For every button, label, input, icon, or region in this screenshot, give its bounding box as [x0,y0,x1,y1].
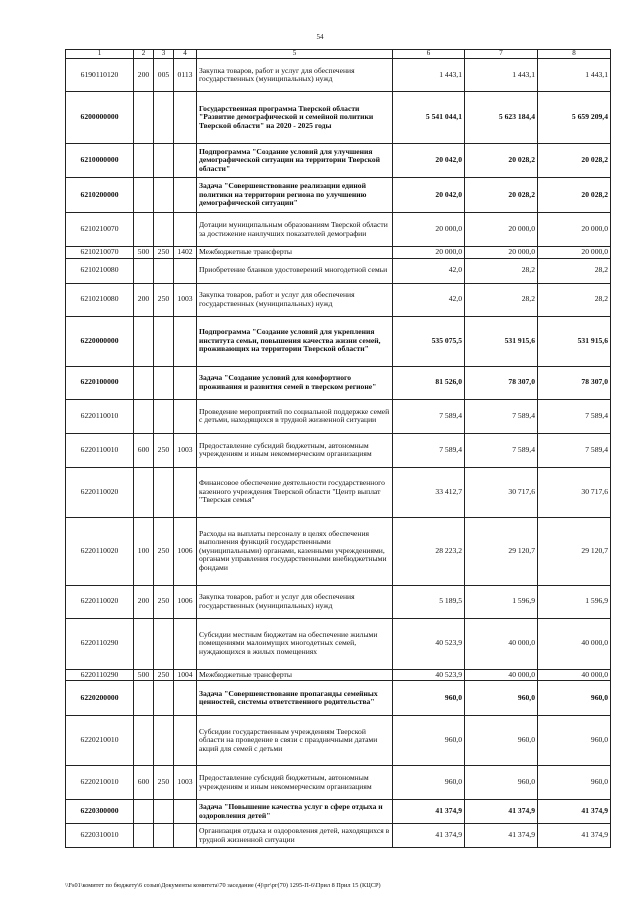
cbs-code-cell: 6220210010 [66,716,134,766]
expense-type-cell: 600 [134,766,154,800]
amount-col7-cell: 29 120,7 [465,517,538,585]
amount-col6-cell: 20 000,0 [393,213,465,247]
column-number-header-row [66,50,611,59]
cbs-code-cell: 6200000000 [66,92,134,144]
section-cell: 1003 [174,433,197,467]
item-name-cell: Проведение мероприятий по социальной поддержке семей с детьми, находящихся в трудной жизненной ситуации [197,399,393,433]
cbs-code-cell: 6220100000 [66,366,134,399]
table-row [66,258,611,283]
amount-col8-cell: 1 443,1 [538,59,611,92]
cbs-code-cell: 6210210070 [66,247,134,259]
amount-col8-cell: 78 307,0 [538,366,611,399]
footer-file-path: \\Fs01\комитет по бюджету\6 созыв\Документы комитета\70 заседание (4)\рг\рг(70) 1295-П-6\Прил 8 Прил 15 (КЦСР) [65,882,381,889]
item-name-cell: Задача "Совершенствование реализации единой политики на территории региона по улучшению демографической ситуации" [197,178,393,213]
column-number-cell: 8 [538,50,611,59]
amount-col8-cell: 20 000,0 [538,213,611,247]
section-cell: 1003 [174,766,197,800]
amount-col8-cell: 20 028,2 [538,144,611,178]
cbs-code-cell: 6220110010 [66,399,134,433]
cbs-code-cell: 6210210070 [66,213,134,247]
expense-type-cell [134,800,154,824]
expense-type-cell [134,258,154,283]
department-cell [154,618,174,669]
amount-col7-cell: 41 374,9 [465,800,538,824]
table-row [66,144,611,178]
table-row [66,669,611,681]
department-cell: 250 [154,766,174,800]
amount-col7-cell: 30 717,6 [465,467,538,517]
amount-col6-cell: 41 374,9 [393,800,465,824]
cbs-code-cell: 6220110020 [66,585,134,618]
amount-col8-cell: 5 659 209,4 [538,92,611,144]
expense-type-cell: 100 [134,517,154,585]
cbs-code-cell: 6220110010 [66,433,134,467]
section-cell [174,800,197,824]
expense-type-cell [134,213,154,247]
item-name-cell: Подпрограмма "Создание условий для улучшения демографической ситуации на территории Тверской области" [197,144,393,178]
column-number-cell: 7 [465,50,538,59]
item-name-cell: Закупка товаров, работ и услуг для обеспечения государственных (муниципальных) нужд [197,283,393,316]
amount-col6-cell: 5 189,5 [393,585,465,618]
item-name-cell: Расходы на выплаты персоналу в целях обеспечения выполнения функций государственными (муниципальными) органами, казенными учреждениями, органами управления государственными внебюджетными фондами [197,517,393,585]
amount-col6-cell: 20 042,0 [393,178,465,213]
department-cell [154,366,174,399]
table-row [66,824,611,848]
department-cell: 250 [154,283,174,316]
item-name-cell: Закупка товаров, работ и услуг для обеспечения государственных (муниципальных) нужд [197,59,393,92]
amount-col6-cell: 7 589,4 [393,433,465,467]
cbs-code-cell: 6220110020 [66,517,134,585]
department-cell [154,800,174,824]
item-name-cell: Субсидии государственным учреждениям Тверской области на проведение в связи с праздничными датами акций для семей с детьми [197,716,393,766]
cbs-code-cell: 6210210080 [66,283,134,316]
table-row [66,800,611,824]
amount-col7-cell: 28,2 [465,283,538,316]
amount-col7-cell: 7 589,4 [465,433,538,467]
expense-type-cell [134,618,154,669]
department-cell [154,258,174,283]
section-cell [174,716,197,766]
section-cell [174,144,197,178]
table-row [66,316,611,366]
table-row [66,716,611,766]
amount-col8-cell: 28,2 [538,258,611,283]
table-row [66,213,611,247]
amount-col6-cell: 20 000,0 [393,247,465,259]
amount-col7-cell: 20 028,2 [465,144,538,178]
amount-col8-cell: 20 000,0 [538,247,611,259]
expense-type-cell [134,716,154,766]
amount-col7-cell: 960,0 [465,681,538,716]
expense-type-cell [134,178,154,213]
amount-col7-cell: 1 443,1 [465,59,538,92]
section-cell [174,399,197,433]
department-cell [154,92,174,144]
expense-type-cell: 200 [134,283,154,316]
section-cell [174,316,197,366]
amount-col7-cell: 531 915,6 [465,316,538,366]
table-row [66,766,611,800]
amount-col6-cell: 42,0 [393,258,465,283]
expense-type-cell: 500 [134,669,154,681]
amount-col6-cell: 960,0 [393,766,465,800]
table-row [66,92,611,144]
item-name-cell: Задача "Совершенствование пропаганды семейных ценностей, системы ответственного родительства" [197,681,393,716]
table-row [66,433,611,467]
amount-col6-cell: 535 075,5 [393,316,465,366]
department-cell: 250 [154,433,174,467]
section-cell [174,681,197,716]
section-cell [174,178,197,213]
table-row [66,517,611,585]
amount-col6-cell: 20 042,0 [393,144,465,178]
amount-col8-cell: 7 589,4 [538,433,611,467]
amount-col8-cell: 41 374,9 [538,800,611,824]
cbs-code-cell: 6190110120 [66,59,134,92]
department-cell [154,716,174,766]
amount-col6-cell: 1 443,1 [393,59,465,92]
department-cell: 250 [154,247,174,259]
table-row [66,247,611,259]
amount-col8-cell: 7 589,4 [538,399,611,433]
expense-type-cell [134,366,154,399]
table-row [66,681,611,716]
amount-col8-cell: 960,0 [538,766,611,800]
cbs-code-cell: 6220110020 [66,467,134,517]
amount-col8-cell: 40 000,0 [538,618,611,669]
expense-type-cell [134,144,154,178]
expense-type-cell [134,467,154,517]
amount-col8-cell: 30 717,6 [538,467,611,517]
department-cell [154,144,174,178]
expense-type-cell [134,92,154,144]
amount-col7-cell: 1 596,9 [465,585,538,618]
amount-col7-cell: 960,0 [465,716,538,766]
amount-col8-cell: 960,0 [538,716,611,766]
amount-col7-cell: 960,0 [465,766,538,800]
section-cell [174,618,197,669]
amount-col8-cell: 20 028,2 [538,178,611,213]
amount-col6-cell: 41 374,9 [393,824,465,848]
amount-col8-cell: 40 000,0 [538,669,611,681]
amount-col8-cell: 29 120,7 [538,517,611,585]
department-cell: 250 [154,669,174,681]
amount-col7-cell: 5 623 184,4 [465,92,538,144]
amount-col7-cell: 40 000,0 [465,669,538,681]
department-cell [154,681,174,716]
item-name-cell: Предоставление субсидий бюджетным, автономным учреждениям и иным некоммерческим организациям [197,433,393,467]
expense-type-cell [134,824,154,848]
expense-type-cell: 200 [134,59,154,92]
amount-col8-cell: 41 374,9 [538,824,611,848]
expense-type-cell [134,399,154,433]
amount-col6-cell: 5 541 044,1 [393,92,465,144]
item-name-cell: Государственная программа Тверской области "Развитие демографической и семейной политики Тверской области" на 2020 - 2025 годы [197,92,393,144]
amount-col7-cell: 20 028,2 [465,178,538,213]
department-cell: 250 [154,517,174,585]
department-cell [154,316,174,366]
expense-type-cell [134,316,154,366]
table-row [66,366,611,399]
cbs-code-cell: 6220000000 [66,316,134,366]
expense-type-cell [134,681,154,716]
item-name-cell: Межбюджетные трансферты [197,669,393,681]
item-name-cell: Задача "Создание условий для комфортного проживания и развития семей в тверском регионе" [197,366,393,399]
section-cell [174,366,197,399]
amount-col7-cell: 41 374,9 [465,824,538,848]
cbs-code-cell: 6210000000 [66,144,134,178]
page-number: 54 [316,33,324,41]
amount-col6-cell: 42,0 [393,283,465,316]
amount-col7-cell: 40 000,0 [465,618,538,669]
section-cell: 1402 [174,247,197,259]
cbs-code-cell: 6220310010 [66,824,134,848]
cbs-code-cell: 6210200000 [66,178,134,213]
amount-col7-cell: 20 000,0 [465,247,538,259]
amount-col6-cell: 7 589,4 [393,399,465,433]
item-name-cell: Дотации муниципальным образованиям Тверской области за достижение наилучших показателей демографии [197,213,393,247]
amount-col6-cell: 960,0 [393,681,465,716]
table-row [66,618,611,669]
cbs-code-cell: 6220210010 [66,766,134,800]
section-cell [174,92,197,144]
section-cell [174,258,197,283]
column-number-cell: 1 [66,50,134,59]
amount-col6-cell: 960,0 [393,716,465,766]
amount-col8-cell: 960,0 [538,681,611,716]
item-name-cell: Подпрограмма "Создание условий для укрепления института семьи, повышения качества жизни семей, проживающих на территории Тверской области" [197,316,393,366]
expense-type-cell: 200 [134,585,154,618]
amount-col7-cell: 7 589,4 [465,399,538,433]
item-name-cell: Межбюджетные трансферты [197,247,393,259]
column-number-cell: 6 [393,50,465,59]
table-row [66,399,611,433]
amount-col7-cell: 28,2 [465,258,538,283]
cbs-code-cell: 6220300000 [66,800,134,824]
section-cell: 1003 [174,283,197,316]
department-cell [154,824,174,848]
section-cell: 1006 [174,585,197,618]
section-cell: 0113 [174,59,197,92]
amount-col8-cell: 1 596,9 [538,585,611,618]
table-row [66,585,611,618]
item-name-cell: Финансовое обеспечение деятельности государственного казенного учреждения Тверской области "Центр выплат "Тверская семья" [197,467,393,517]
department-cell: 250 [154,585,174,618]
column-number-cell: 3 [154,50,174,59]
table-row [66,467,611,517]
cbs-code-cell: 6220110290 [66,618,134,669]
department-cell: 005 [154,59,174,92]
table-row [66,59,611,92]
amount-col6-cell: 33 412,7 [393,467,465,517]
section-cell: 1004 [174,669,197,681]
department-cell [154,467,174,517]
department-cell [154,178,174,213]
budget-table [65,49,611,848]
item-name-cell: Приобретение бланков удостоверений многодетной семьи [197,258,393,283]
amount-col8-cell: 531 915,6 [538,316,611,366]
item-name-cell: Субсидии местным бюджетам на обеспечение жилыми помещениями малоимущих многодетных семей, нуждающихся в жилых помещениях [197,618,393,669]
table-row [66,283,611,316]
cbs-code-cell: 6220200000 [66,681,134,716]
department-cell [154,213,174,247]
item-name-cell: Предоставление субсидий бюджетным, автономным учреждениям и иным некоммерческим организациям [197,766,393,800]
table-row [66,178,611,213]
amount-col6-cell: 28 223,2 [393,517,465,585]
column-number-cell: 2 [134,50,154,59]
cbs-code-cell: 6210210080 [66,258,134,283]
amount-col7-cell: 20 000,0 [465,213,538,247]
department-cell [154,399,174,433]
section-cell: 1006 [174,517,197,585]
amount-col6-cell: 40 523,9 [393,669,465,681]
item-name-cell: Задача "Повышение качества услуг в сфере отдыха и оздоровления детей" [197,800,393,824]
item-name-cell: Организация отдыха и оздоровления детей, находящихся в трудной жизненной ситуации [197,824,393,848]
cbs-code-cell: 6220110290 [66,669,134,681]
column-number-cell: 4 [174,50,197,59]
section-cell [174,467,197,517]
expense-type-cell: 500 [134,247,154,259]
section-cell [174,213,197,247]
item-name-cell: Закупка товаров, работ и услуг для обеспечения государственных (муниципальных) нужд [197,585,393,618]
amount-col7-cell: 78 307,0 [465,366,538,399]
expense-type-cell: 600 [134,433,154,467]
column-number-cell: 5 [197,50,393,59]
amount-col6-cell: 81 526,0 [393,366,465,399]
amount-col6-cell: 40 523,9 [393,618,465,669]
section-cell [174,824,197,848]
amount-col8-cell: 28,2 [538,283,611,316]
